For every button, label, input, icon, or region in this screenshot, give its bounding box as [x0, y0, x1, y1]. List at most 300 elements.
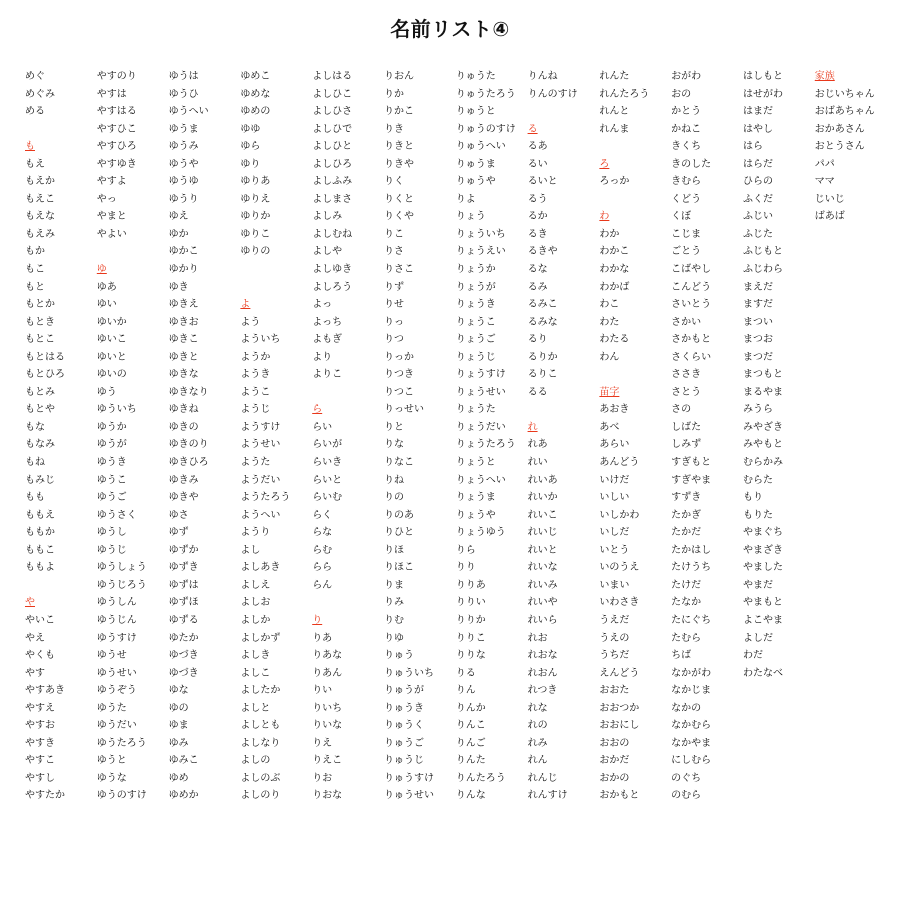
name-entry: りき: [383, 123, 404, 135]
name-entry: よしみ: [312, 211, 343, 223]
name-entry: おおつか: [599, 702, 640, 714]
name-entry: りょうか: [455, 264, 496, 276]
name-entry: れんと: [599, 106, 630, 118]
name-entry: よしまさ: [312, 193, 353, 205]
name-entry: ゆりあ: [240, 176, 271, 188]
name-entry: わかこ: [599, 246, 630, 258]
section-heading: や: [25, 597, 35, 609]
name-entry: ゆきと: [168, 351, 199, 363]
name-entry: りゅうが: [383, 685, 424, 697]
page-title: 名前リスト④: [390, 17, 510, 41]
name-entry: ゆめの: [240, 106, 271, 118]
name-entry: よしひろ: [312, 158, 353, 170]
name-entry: らん: [312, 579, 333, 591]
name-entry: れん: [527, 755, 548, 767]
name-entry: るみこ: [527, 299, 558, 311]
name-entry: おかの: [599, 772, 630, 784]
name-entry: りあ: [312, 632, 333, 644]
name-entry: さくらい: [671, 351, 712, 363]
name-entry: やすよ: [96, 176, 127, 188]
name-entry: ゆか: [168, 228, 189, 240]
name-entry: もえこ: [25, 193, 55, 205]
name-entry: りょういち: [455, 228, 506, 240]
name-entry: もこ: [25, 264, 45, 276]
name-entry: りゅうく: [383, 720, 424, 732]
name-entry: れあ: [527, 439, 548, 451]
name-entry: ゆづき: [168, 667, 199, 679]
name-entry: のむら: [671, 790, 702, 802]
name-entry: りず: [383, 281, 404, 293]
name-entry: ゆいの: [96, 369, 127, 381]
name-entry: りょうたろう: [455, 439, 516, 451]
name-entry: やすゆき: [96, 158, 137, 170]
name-entry: ゆな: [168, 685, 189, 697]
name-entry: ゆみこ: [168, 755, 199, 767]
name-entry: ゆうのすけ: [96, 790, 147, 802]
name-column: [240, 68, 312, 805]
name-entry: りょうご: [455, 334, 496, 346]
name-entry: ようたろう: [240, 492, 291, 504]
name-entry: まつだ: [742, 351, 773, 363]
name-entry: りら: [455, 544, 476, 556]
name-column: [97, 68, 169, 805]
name-entry: ゆりえ: [240, 193, 271, 205]
name-entry: るう: [527, 193, 548, 205]
name-entry: なかがわ: [671, 667, 712, 679]
name-entry: よしこ: [240, 667, 271, 679]
name-entry: りおな: [312, 790, 343, 802]
name-entry: りゅうき: [383, 702, 424, 714]
blank-row: [528, 401, 600, 419]
name-entry: もとこ: [25, 334, 55, 346]
name-entry: たかだ: [671, 527, 702, 539]
name-entry: れいみ: [527, 579, 558, 591]
name-entry: りゅうま: [455, 158, 496, 170]
name-entry: やまだ: [742, 579, 773, 591]
name-entry: ゆき: [168, 281, 189, 293]
name-entry: いまい: [599, 579, 630, 591]
blank-row: [25, 121, 97, 139]
name-entry: らむ: [312, 544, 333, 556]
section-heading: れ: [527, 421, 538, 433]
name-entry: ももか: [25, 527, 55, 539]
name-entry: なかの: [671, 702, 702, 714]
name-entry: むらた: [742, 474, 773, 486]
name-entry: いしい: [599, 492, 630, 504]
name-entry: よういち: [240, 334, 281, 346]
name-entry: りか: [383, 88, 404, 100]
name-entry: たけうち: [671, 562, 712, 574]
name-entry: りん: [455, 685, 476, 697]
name-entry: まるやま: [742, 386, 783, 398]
name-entry: ゆうすけ: [96, 632, 137, 644]
name-entry: ももよ: [25, 562, 55, 574]
name-entry: ゆうじろう: [96, 579, 147, 591]
name-entry: めぐ: [25, 71, 45, 82]
name-entry: ゆうな: [96, 772, 127, 784]
name-entry: りく: [383, 176, 404, 188]
name-entry: にしむら: [671, 755, 712, 767]
name-entry: ゆうた: [96, 702, 127, 714]
name-entry: ゆずは: [168, 579, 199, 591]
name-entry: ゆうさく: [96, 509, 137, 521]
name-entry: よしひさ: [312, 106, 353, 118]
name-entry: ようじ: [240, 404, 271, 416]
name-entry: ふじわら: [742, 264, 783, 276]
name-entry: りゅうのすけ: [455, 123, 516, 135]
name-entry: さかもと: [671, 334, 712, 346]
name-entry: りこ: [383, 228, 404, 240]
name-entry: りょうだい: [455, 421, 506, 433]
name-entry: ママ: [814, 176, 835, 188]
name-entry: ゆずる: [168, 614, 199, 626]
name-entry: ゆうき: [96, 457, 127, 469]
name-entry: ゆめ: [168, 772, 189, 784]
name-entry: りね: [383, 474, 404, 486]
name-entry: れな: [527, 702, 548, 714]
name-entry: れおん: [527, 667, 558, 679]
name-entry: りり: [455, 562, 476, 574]
name-entry: わた: [599, 316, 620, 328]
name-entry: りっ: [383, 316, 404, 328]
name-entry: らい: [312, 421, 333, 433]
name-entry: りゅうと: [455, 106, 496, 118]
name-entry: まつもと: [742, 369, 783, 381]
name-entry: りゅうた: [455, 71, 496, 82]
name-entry: やいこ: [25, 614, 55, 626]
name-entry: ゆうせ: [96, 650, 127, 662]
name-entry: はらだ: [742, 158, 773, 170]
name-entry: りょうや: [455, 509, 496, 521]
name-entry: ゆきみ: [168, 474, 199, 486]
name-entry: ようだい: [240, 474, 281, 486]
name-entry: やました: [742, 562, 783, 574]
name-entry: やすき: [25, 737, 55, 749]
name-entry: りゅうへい: [455, 141, 506, 153]
name-entry: やすのり: [96, 71, 137, 82]
name-entry: れおな: [527, 650, 558, 662]
name-entry: れの: [527, 720, 548, 732]
name-entry: れいこ: [527, 509, 558, 521]
name-entry: りあん: [312, 667, 343, 679]
name-entry: りょうゆう: [455, 527, 506, 539]
name-entry: もも: [25, 492, 45, 504]
section-heading: ゆ: [96, 264, 107, 276]
name-entry: よしの: [240, 755, 271, 767]
name-entry: いしかわ: [599, 509, 640, 521]
section-heading: 苗字: [599, 386, 620, 398]
name-entry: もとき: [25, 316, 55, 328]
name-entry: ゆきひろ: [168, 457, 209, 469]
name-entry: りょうま: [455, 492, 496, 504]
name-entry: よしのり: [240, 790, 281, 802]
name-entry: もとか: [25, 299, 55, 311]
name-entry: よしとも: [240, 720, 281, 732]
name-entry: りんこ: [455, 720, 486, 732]
blank-row: [312, 384, 384, 402]
section-heading: る: [527, 123, 538, 135]
name-entry: すぎやま: [671, 474, 712, 486]
name-entry: よしき: [240, 650, 271, 662]
name-entry: ゆうし: [96, 527, 127, 539]
name-entry: りゅうや: [455, 176, 496, 188]
name-entry: なかじま: [671, 685, 712, 697]
name-entry: りる: [455, 667, 476, 679]
name-entry: りな: [383, 439, 404, 451]
name-entry: ろっか: [599, 176, 630, 188]
name-entry: りょうすけ: [455, 369, 506, 381]
name-entry: ゆきなり: [168, 386, 209, 398]
name-entry: たなか: [671, 597, 702, 609]
name-entry: おの: [671, 88, 692, 100]
name-entry: ゆうひ: [168, 88, 199, 100]
name-entry: ゆたか: [168, 632, 199, 644]
name-entry: りんた: [455, 755, 486, 767]
name-entry: ゆうだい: [96, 720, 137, 732]
name-entry: りょうが: [455, 281, 496, 293]
name-entry: るる: [527, 386, 548, 398]
name-entry: ゆみ: [168, 737, 189, 749]
name-entry: りつき: [383, 369, 414, 381]
name-entry: やすひこ: [96, 123, 137, 135]
name-entry: きのした: [671, 158, 712, 170]
name-entry: ゆうま: [168, 123, 199, 135]
name-entry: たむら: [671, 632, 702, 644]
name-entry: やえ: [25, 632, 45, 644]
name-entry: やすたか: [25, 790, 65, 802]
name-entry: りりこ: [455, 632, 486, 644]
name-entry: めぐみ: [25, 88, 55, 100]
name-entry: ふじた: [742, 228, 773, 240]
name-entry: れんすけ: [527, 790, 568, 802]
name-entry: りゅういち: [383, 667, 434, 679]
name-entry: もりた: [742, 509, 773, 521]
name-entry: ゆりこ: [240, 228, 271, 240]
name-entry: よしひこ: [312, 88, 353, 100]
name-entry: りおん: [383, 71, 414, 82]
name-entry: りょうき: [455, 299, 496, 311]
name-entry: しばた: [671, 421, 702, 433]
name-entry: らいき: [312, 457, 343, 469]
name-entry: りなこ: [383, 457, 414, 469]
name-entry: みうら: [742, 404, 773, 416]
name-entry: わたなべ: [742, 667, 783, 679]
name-entry: よしひで: [312, 123, 353, 135]
name-entry: ゆさ: [168, 509, 189, 521]
name-entry: やっ: [96, 193, 117, 205]
name-entry: るり: [527, 334, 548, 346]
name-entry: ゆえ: [168, 211, 189, 223]
name-entry: ゆずほ: [168, 597, 199, 609]
name-entry: わこ: [599, 299, 620, 311]
name-entry: りくと: [383, 193, 414, 205]
name-entry: ゆずか: [168, 544, 199, 556]
name-entry: はせがわ: [742, 88, 783, 100]
name-entry: いけだ: [599, 474, 630, 486]
name-entry: やすし: [25, 772, 55, 784]
blank-row: [240, 261, 312, 279]
name-entry: よっ: [312, 299, 333, 311]
name-entry: あべ: [599, 421, 620, 433]
name-entry: いしだ: [599, 527, 630, 539]
name-entry: もり: [742, 492, 763, 504]
section-heading: ら: [312, 404, 323, 416]
name-entry: やすはる: [96, 106, 137, 118]
name-entry: かねこ: [671, 123, 702, 135]
name-entry: ささき: [671, 369, 702, 381]
name-entry: たかはし: [671, 544, 712, 556]
name-entry: れつき: [527, 685, 558, 697]
name-entry: よしと: [240, 702, 271, 714]
name-entry: よしお: [240, 597, 271, 609]
name-entry: ゆあ: [96, 281, 117, 293]
name-entry: うえの: [599, 632, 630, 644]
name-entry: ゆうか: [96, 421, 127, 433]
name-entry: もか: [25, 246, 45, 258]
name-entry: りんご: [455, 737, 486, 749]
name-entry: かとう: [671, 106, 702, 118]
section-heading: も: [25, 141, 35, 153]
name-column: [815, 68, 887, 805]
name-entry: きむら: [671, 176, 702, 188]
name-entry: りんたろう: [455, 772, 506, 784]
name-entry: るいと: [527, 176, 558, 188]
name-entry: りつこ: [383, 386, 414, 398]
name-column: [384, 68, 456, 805]
name-column: [312, 68, 384, 805]
name-entry: もえ: [25, 158, 45, 170]
name-entry: よしかず: [240, 632, 281, 644]
name-entry: よしだ: [742, 632, 773, 644]
name-entry: もとみ: [25, 386, 55, 398]
name-entry: るきや: [527, 246, 558, 258]
name-entry: ゆきお: [168, 316, 199, 328]
name-column: [25, 68, 97, 805]
name-entry: りお: [312, 772, 333, 784]
name-entry: るみな: [527, 316, 558, 328]
name-entry: れんたろう: [599, 88, 650, 100]
name-entry: りりか: [455, 614, 486, 626]
section-heading: ろ: [599, 158, 610, 170]
name-entry: おおの: [599, 737, 630, 749]
name-entry: まつお: [742, 334, 773, 346]
name-entry: りみ: [383, 597, 404, 609]
name-entry: まえだ: [742, 281, 773, 293]
name-entry: ようせい: [240, 439, 281, 451]
name-entry: やまざき: [742, 544, 783, 556]
name-entry: ゆりの: [240, 246, 271, 258]
name-entry: れいな: [527, 562, 558, 574]
name-entry: わか: [599, 228, 620, 240]
name-entry: りゅうご: [383, 737, 424, 749]
name-entry: はまだ: [742, 106, 773, 118]
name-entry: りくや: [383, 211, 414, 223]
name-entry: よしろう: [312, 281, 353, 293]
name-entry: もみじ: [25, 474, 55, 486]
name-entry: ゆきな: [168, 369, 199, 381]
name-entry: れいあ: [527, 474, 558, 486]
name-column: [169, 68, 241, 805]
name-entry: ゆういち: [96, 404, 137, 416]
name-entry: れいと: [527, 544, 558, 556]
name-entry: りょうじ: [455, 351, 496, 363]
name-entry: りょうた: [455, 404, 496, 416]
name-entry: れい: [527, 457, 548, 469]
name-entry: りいち: [312, 702, 343, 714]
name-entry: よしひと: [312, 141, 353, 153]
name-entry: ひらの: [742, 176, 773, 188]
name-entry: りと: [383, 421, 404, 433]
name-entry: らら: [312, 562, 333, 574]
name-entry: たけだ: [671, 579, 702, 591]
name-entry: らいむ: [312, 492, 343, 504]
name-entry: うえだ: [599, 614, 630, 626]
name-entry: やすえ: [25, 702, 55, 714]
name-entry: りま: [383, 579, 404, 591]
name-entry: よしか: [240, 614, 271, 626]
name-entry: まつい: [742, 316, 773, 328]
name-entry: ようこ: [240, 386, 271, 398]
name-entry: ゆうぞう: [96, 685, 137, 697]
name-entry: るか: [527, 211, 548, 223]
name-entry: あらい: [599, 439, 630, 451]
name-entry: よしはる: [312, 71, 353, 82]
name-entry: のぐち: [671, 772, 702, 784]
name-entry: りりい: [455, 597, 486, 609]
name-entry: さの: [671, 404, 692, 416]
name-entry: りほこ: [383, 562, 414, 574]
name-entry: ちば: [671, 650, 692, 662]
name-entry: るい: [527, 158, 548, 170]
name-entry: よう: [240, 316, 261, 328]
name-entry: いのうえ: [599, 562, 640, 574]
name-entry: りっか: [383, 351, 414, 363]
name-list-grid: [25, 68, 887, 805]
name-entry: はやし: [742, 123, 773, 135]
section-heading: よ: [240, 299, 251, 311]
name-entry: るき: [527, 228, 548, 240]
name-entry: ゆうや: [168, 158, 199, 170]
name-entry: ゆかこ: [168, 246, 199, 258]
name-entry: はら: [742, 141, 763, 153]
name-entry: もえか: [25, 176, 55, 188]
name-entry: ゆうせい: [96, 667, 137, 679]
name-entry: ゆきの: [168, 421, 199, 433]
name-entry: わだ: [742, 650, 763, 662]
name-entry: おおにし: [599, 720, 640, 732]
name-entry: よしのぶ: [240, 772, 281, 784]
name-entry: よしたか: [240, 685, 281, 697]
name-entry: もな: [25, 421, 45, 433]
name-entry: りひと: [383, 527, 414, 539]
name-entry: りんのすけ: [527, 88, 578, 100]
name-entry: ももえ: [25, 509, 55, 521]
name-entry: よっち: [312, 316, 343, 328]
name-entry: たにぐち: [671, 614, 712, 626]
name-entry: ばあば: [814, 211, 845, 223]
name-entry: れんま: [599, 123, 630, 135]
name-entry: もえみ: [25, 228, 55, 240]
name-entry: りせ: [383, 299, 404, 311]
name-entry: りいな: [312, 720, 343, 732]
name-entry: りきと: [383, 141, 414, 153]
name-entry: ゆず: [168, 527, 189, 539]
name-entry: ゆめな: [240, 88, 271, 100]
name-entry: りょうこ: [455, 316, 496, 328]
name-entry: たかぎ: [671, 509, 702, 521]
name-entry: もと: [25, 281, 45, 293]
name-entry: よりこ: [312, 369, 343, 381]
